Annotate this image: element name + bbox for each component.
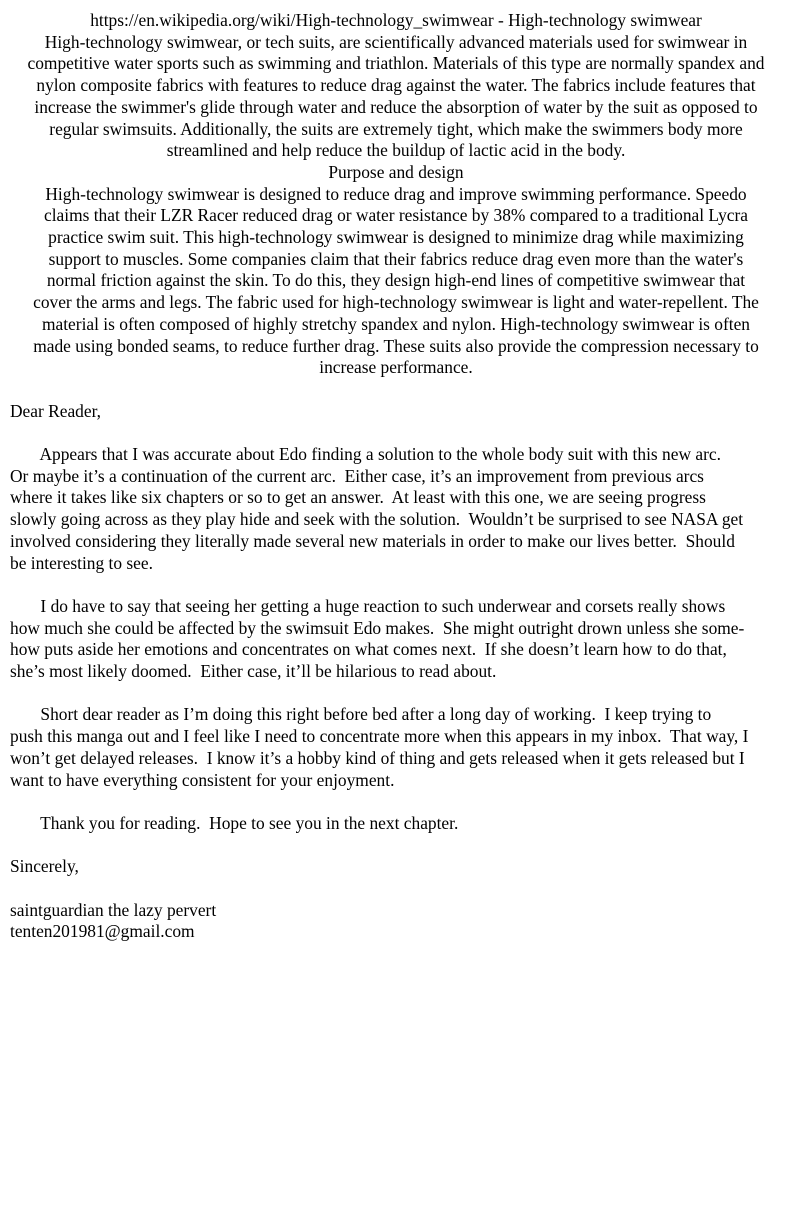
blank-line	[10, 379, 782, 401]
text-line: involved considering they literally made several new materials in order to make our lives better. Should	[10, 530, 735, 551]
blank-line	[10, 835, 782, 857]
text-line: Appears that I was accurate about Edo finding a solution to the whole body suit with this new arc.	[10, 444, 721, 465]
text-line: made using bonded seams, to reduce further drag. These suits also provide the compression necessary to	[33, 335, 759, 356]
text-line: regular swimsuits. Additionally, the suits are extremely tight, which make the swimmers body more	[49, 118, 743, 139]
closing: Sincerely,	[10, 856, 79, 877]
blank-line	[10, 878, 782, 900]
wiki-extract	[10, 10, 782, 379]
text-line: won’t get delayed releases. I know it’s a hobby kind of thing and gets released when it gets released but I	[10, 747, 745, 768]
text-line: increase performance.	[319, 357, 473, 378]
letter-paragraph-4	[10, 813, 782, 835]
blank-line	[10, 574, 782, 596]
blank-line	[10, 422, 782, 444]
text-line: slowly going across as they play hide and seek with the solution. Wouldn’t be surprised to see NASA get	[10, 509, 744, 530]
text-line: I do have to say that seeing her getting a huge reaction to such underwear and corsets really shows	[10, 595, 726, 616]
text-line: how much she could be affected by the swimsuit Edo makes. She might outright drown unless she some-	[10, 617, 745, 638]
letter-paragraph-3	[10, 704, 782, 791]
text-line: cover the arms and legs. The fabric used for high-technology swimwear is light and water-repellent. The	[33, 292, 759, 313]
wiki-purpose-paragraph	[10, 184, 782, 379]
letter-paragraph-2	[10, 596, 782, 683]
salutation: Dear Reader,	[10, 400, 102, 421]
text-line: High-technology swimwear, or tech suits, are scientifically advanced materials used for swimwear in	[44, 31, 748, 52]
reader-letter	[10, 401, 782, 943]
text-line: High-technology swimwear is designed to reduce drag and improve swimming performance. Speedo	[45, 183, 747, 204]
text-line: streamlined and help reduce the buildup of lactic acid in the body.	[166, 140, 626, 161]
text-line: she’s most likely doomed. Either case, it’ll be hilarious to read about.	[10, 661, 497, 682]
text-line: normal friction against the skin. To do this, they design high-end lines of competitive swimwear that	[46, 270, 746, 291]
text-line: nylon composite fabrics with features to reduce drag against the water. The fabrics include features that	[36, 75, 756, 96]
wiki-intro-paragraph	[10, 32, 782, 162]
text-line: competitive water sports such as swimming and triathlon. Materials of this type are normally spandex and	[27, 53, 765, 74]
text-line: push this manga out and I feel like I need to concentrate more when this appears in my inbox. That way, I	[10, 726, 749, 747]
signature-email: tenten201981@gmail.com	[10, 921, 195, 942]
text-line: increase the swimmer's glide through water and reduce the absorption of water by the suit as opposed to	[34, 96, 758, 117]
text-line: where it takes like six chapters or so to get an answer. At least with this one, we are seeing progress	[10, 487, 706, 508]
text-line: Thank you for reading. Hope to see you in the next chapter.	[10, 812, 459, 833]
blank-line	[10, 683, 782, 705]
text-line: support to muscles. Some companies claim that their fabrics reduce drag even more than the water's	[48, 248, 744, 269]
signature-name: saintguardian the lazy pervert	[10, 899, 217, 920]
section-heading: Purpose and design	[328, 161, 464, 182]
letter-paragraph-1	[10, 444, 782, 574]
text-line: want to have everything consistent for your enjoyment.	[10, 769, 395, 790]
text-line: how puts aside her emotions and concentrates on what comes next. If she doesn’t learn how to do that,	[10, 639, 727, 660]
blank-line	[10, 791, 782, 813]
text-line: Short dear reader as I’m doing this right before bed after a long day of working. I keep trying to	[10, 704, 712, 725]
text-line: be interesting to see.	[10, 552, 153, 573]
text-line: claims that their LZR Racer reduced drag or water resistance by 38% compared to a traditional Lycra	[43, 205, 749, 226]
text-line: material is often composed of highly stretchy spandex and nylon. High-technology swimwear is often	[41, 313, 751, 334]
text-line: Or maybe it’s a continuation of the current arc. Either case, it’s an improvement from previous arcs	[10, 465, 704, 486]
source-url-line: https://en.wikipedia.org/wiki/High-technology_swimwear - High-technology swimwear	[90, 10, 702, 30]
text-line: practice swim suit. This high-technology swimwear is designed to minimize drag while maximizing	[48, 227, 744, 248]
